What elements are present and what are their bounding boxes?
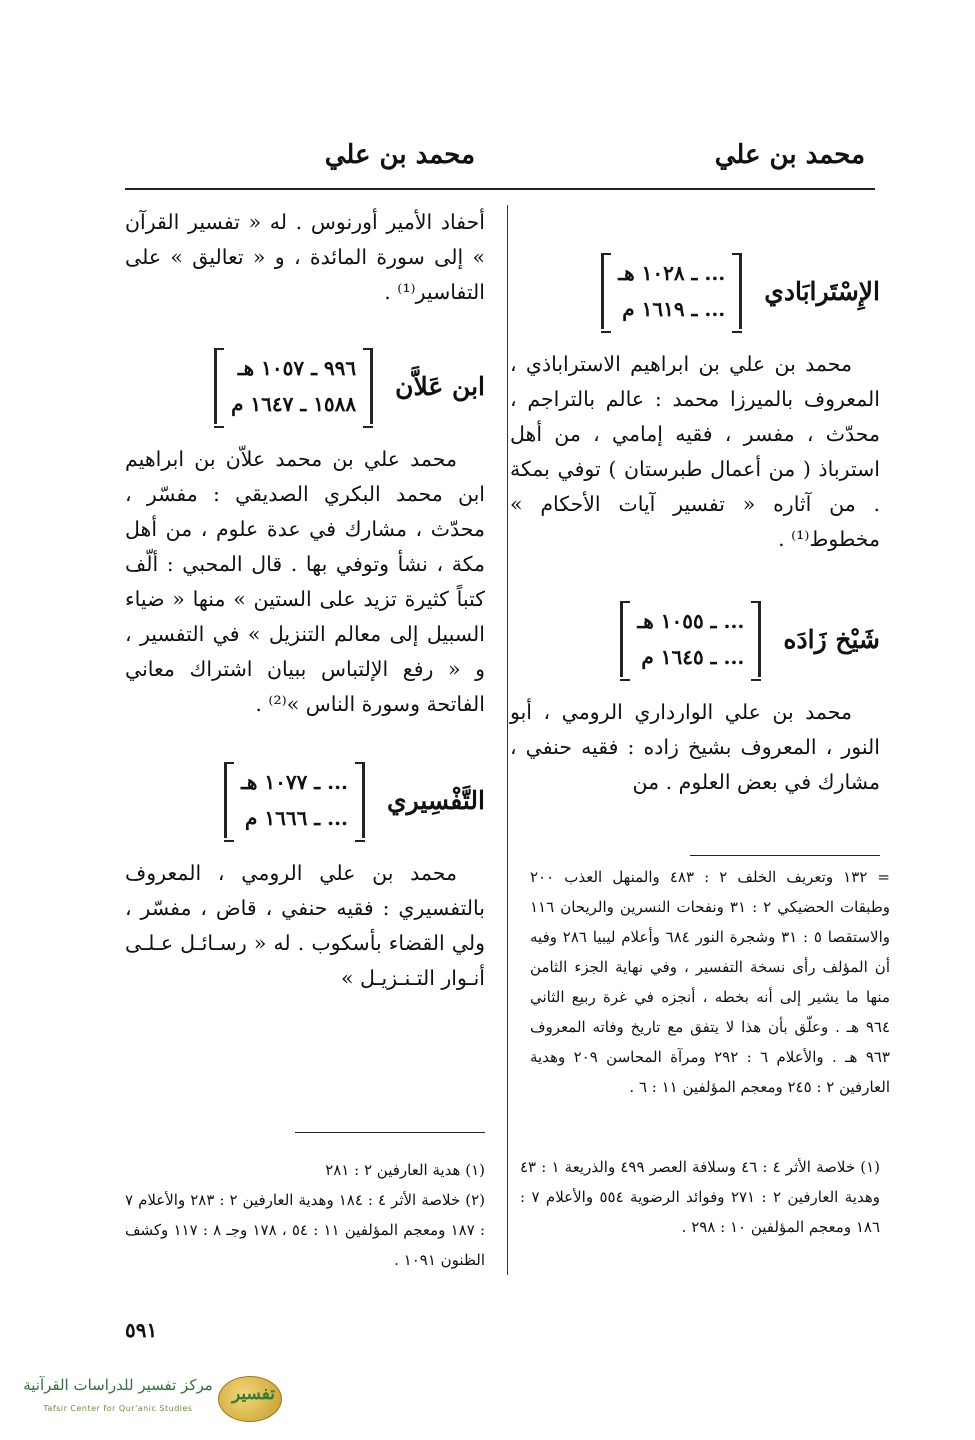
running-header-right: محمد بن علي [714,140,865,170]
footnotes-left [125,1155,485,1275]
continuation-text: أحفاد الأمير أورنوس . له « تفسير القرآن » إلى سورة المائدة ، و « تعاليق » على التفاسير⁽¹⁾ . [125,210,485,304]
date-hijri: ... ـ ١٠٥٥ هـ [637,609,745,633]
entry-text: محمد بن علي الرومي ، المعروف بالتفسيري : فقيه حنفي ، قاض ، مفسّر ، ولي القضاء بأسكوب . له « رسـائـل عـلـى أنـوار التـنـزيـل » [125,861,485,990]
date-gregorian: ... ـ ١٦٤٥ م [641,645,745,669]
entry-text: محمد بن علي بن ابراهيم الاستراباذي ، المعروف بالميرزا محمد : عالم بالتراجم ، محدّث ، مفسر ، فقيه إمامي ، من أهل استرباذ ( من أعمال طبرستان ) توفي بمكة . من آثاره « تفسير آيات الأحكام » مخطوط⁽¹⁾ . [510,352,880,551]
date-hijri: ... ـ ١٠٧٧ هـ [241,770,349,794]
footnote-rule [295,1132,485,1133]
entry-heading-ibn-allan [125,348,485,424]
footnote-rule [690,855,880,856]
entry-heading-tafsiri [125,762,485,838]
entry-heading-shaykh-zadah [510,601,880,677]
right-column [510,205,880,800]
date-gregorian: ... ـ ١٦١٩ م [622,297,726,321]
footnote-2: (٢) خلاصة الأثر ٤ : ١٨٤ وهدية العارفين ٢ : ٢٨٣ والأعلام ٧ : ١٨٧ ومعجم المؤلفين ١١ : ٥٤ ، ١٧٨ وجـ ٨ : ١١٧ وكشف الظنون ١٠٩١ . [125,1191,485,1269]
entry-name: التَّفْسِيري [387,785,485,815]
page-number: ٥٩١ [125,1318,158,1342]
date-bracket [620,601,761,677]
entry-name: ابن عَلاَّن [395,371,485,401]
running-header-left: محمد بن علي [324,140,475,170]
logo-subtitle: Tafsir Center for Qur'anic Studies [43,1404,193,1413]
logo-wordmark: تفسير [232,1384,276,1404]
footnote-1: (١) هدية العارفين ٢ : ٢٨١ [325,1161,485,1179]
date-bracket [224,762,365,838]
entry-text: محمد علي بن محمد علاّن بن ابراهيم ابن محمد البكري الصديقي : مفسّر ، محدّث ، مشارك في عدة علوم ، من أهل مكة ، نشأ وتوفي بها . قال المحبي : ألّف كتباً كثيرة تزيد على الستين » منها « ضياء السبيل إلى معالم التنزيل » في التفسير ، و « رفع الإلتباس ببيان اشتراك معاني الفاتحة وسورة الناس »⁽²⁾ . [125,447,485,716]
date-hijri: ... ـ ١٠٢٨ هـ [618,261,726,285]
tafsir-center-logo [18,1372,288,1432]
left-column [125,205,485,996]
entry-name: الإِسْتَرابَادي [764,276,880,306]
footnote-continuation [530,862,890,1102]
date-gregorian: ١٥٨٨ ـ ١٦٤٧ م [231,392,357,416]
header-rule [125,188,875,190]
footnote-1: (١) خلاصة الأثر ٤ : ٤٦ وسلافة العصر ٤٩٩ والذريعة ١ : ٤٣ وهدية العارفين ٢ : ٢٧١ وفوائد الرضوية ٥٥٤ والأعلام ٧ : ١٨٦ ومعجم المؤلفين ١٠ : ٢٩٨ . [520,1158,881,1236]
entry-heading-istarabadi [510,253,880,329]
entry-text: محمد بن علي الوارداري الرومي ، أبو النور ، المعروف بشيخ زاده : فقيه حنفي ، مشارك في بعض العلوم . من [510,700,880,794]
footnotes-right [520,1152,880,1242]
date-gregorian: ... ـ ١٦٦٦ م [245,806,349,830]
date-bracket [214,348,373,424]
entry-name: شَيْخ زَادَه [783,624,880,654]
column-divider [507,205,508,1275]
date-bracket [601,253,742,329]
footnote-text: = ١٣٢ وتعريف الخلف ٢ : ٤٨٣ والمنهل العذب ٢٠٠ وطبقات الحضيكي ٢ : ٣١ ونفحات النسرين والريحان ١١٦ والاستقصا ٥ : ٣١ وشجرة النور ٦٨٤ وأعلام ليبيا ٢٨٦ وفيه أن المؤلف رأى نسخة التفسير ، وفي نهاية الجزء الثامن منها ما يشير إلى أنه بخطه ، أنجزه في غرة ربيع الثاني ٩٦٤ هـ . وعلّق بأن هذا لا يتفق مع تاريخ وفاته المعروف ٩٦٣ هـ . والأعلام ٦ : ٢٩٢ ومرآة المحاسن ٢٠٩ وهدية العارفين ٢ : ٢٤٥ ومعجم المؤلفين ١١ : ٦ . [530,868,891,1096]
logo-title: مركز تفسير للدراسات القرآنية [23,1376,213,1394]
date-hijri: ٩٩٦ ـ ١٠٥٧ هـ [237,356,357,380]
